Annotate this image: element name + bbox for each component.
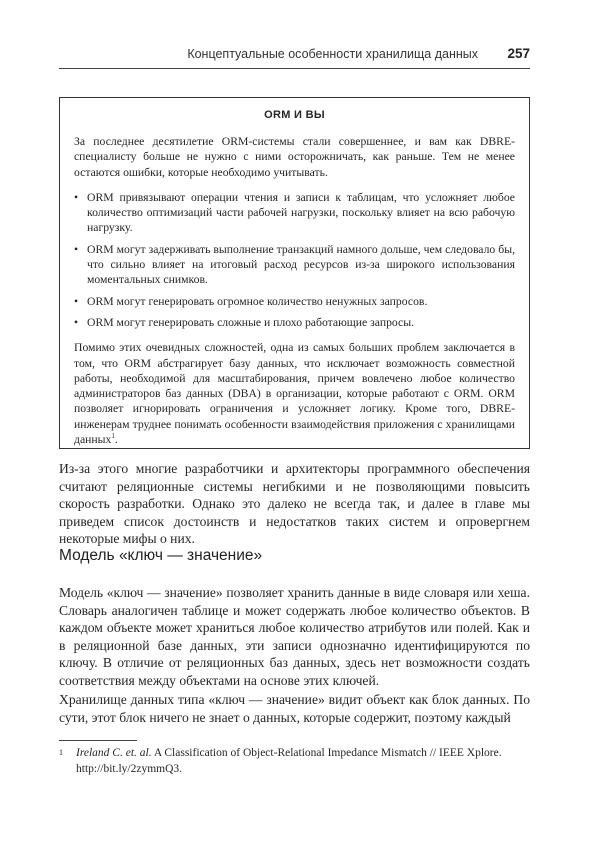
footnote-text — [76, 745, 530, 777]
sidebar-bullet-list — [74, 190, 515, 330]
footnote-title: A Classification of Object-Relational Impedance Mismatch // IEEE Xplore. — [153, 747, 502, 759]
sidebar-bullet: • ORM могут задерживать выполнение транзакций намного дольше, чем следовало бы, что сильно влияет на итоговый расход ресурсов из-за широкого использования моментальных снимков. — [74, 242, 515, 288]
body-paragraph-2: Модель «ключ — значение» позволяет хранить данные в виде словаря или хеша. Словарь аналогичен таблице и может содержать любое количество объектов. В каждом объекте может храниться любое количество атрибутов или полей. Как и в реляционной базе данных, эти записи однозначно идентифицируются по ключу. В отличие от реляционных баз данных, здесь нет возможности создать соответствия между объектами на основе этих ключей. — [59, 585, 530, 688]
sidebar-conclusion: Помимо этих очевидных сложностей, одна из самых больших проблем заключается в том, что ORM абстрагирует базу данных, что исключает возможность совместной работы, необходимой для масштабирования, причем вовлечено любое количество администраторов баз данных (DBA) в организации, которые работают с ORM. ORM позволяет игнорировать ограничения и усложняет логику. Кроме того, DBRE-инженерам труднее понимать особенности взаимодействия приложения с хранилищами данных$^1$. — [74, 341, 515, 447]
sidebar-title: ORM И ВЫ — [264, 109, 325, 121]
page-number: 257 — [507, 46, 530, 61]
body-paragraph-3: Хранилище данных типа «ключ — значение» видит объект как блок данных. По сути, этот блок ничего не знает о данных, которые содержит, поэтому каждый — [59, 692, 530, 725]
footnote-number: 1 — [59, 748, 63, 757]
body-paragraph-1: Из-за этого многие разработчики и архитекторы программного обеспечения считают реляционные системы негибкими и не позволяющими повысить скорость разработки. Однако это далеко не всегда так, и далее в главе мы приведем список достоинств и недостатков таких систем и опровергнем некоторые мифы о них. — [59, 461, 530, 547]
section-heading: Модель «ключ — значение» — [59, 547, 263, 564]
header-rule — [59, 68, 530, 69]
footnote-author: Ireland C. et. al. — [76, 747, 152, 759]
footnote-rule — [59, 740, 137, 741]
running-header-title: Концептуальные особенности хранилища данных — [187, 47, 478, 61]
sidebar-conclusion-text: Помимо этих очевидных сложностей, одна из самых больших проблем заключается в том, что ORM абстрагирует базу данных, что исключает возможность совместной работы, необходимой для масштабирования, причем вовлечено любое количество администраторов баз данных (DBA) в организации, которые работают с ORM. ORM позволяет игнорировать ограничения и усложняет логику. Кроме того, DBRE-инженерам труднее понимать особенности взаимодействия приложения с хранилищами данных — [74, 341, 515, 447]
sidebar-box — [59, 97, 530, 449]
footnote-reference[interactable]: 1 — [111, 432, 115, 441]
sidebar-intro: За последнее десятилетие ORM-системы стали совершеннее, и вам как DBRE-специалисту больше не нужно с ними осторожничать, как раньше. Тем не менее остаются ошибки, которые необходимо учитывать. — [74, 135, 515, 179]
sidebar-bullet: • ORM могут генерировать сложные и плохо работающие запросы. — [74, 315, 515, 330]
footnote-link[interactable]: http://bit.ly/2zymmQ3. — [76, 763, 183, 775]
running-header — [59, 47, 530, 69]
sidebar-bullet: • ORM привязывают операции чтения и записи к таблицам, что усложняет любое количество оптимизаций части рабочей нагрузки, поскольку влияет на всю рабочую нагрузку. — [74, 190, 515, 236]
sidebar-bullet: • ORM могут генерировать огромное количество ненужных запросов. — [74, 294, 515, 309]
footnote — [59, 745, 530, 777]
